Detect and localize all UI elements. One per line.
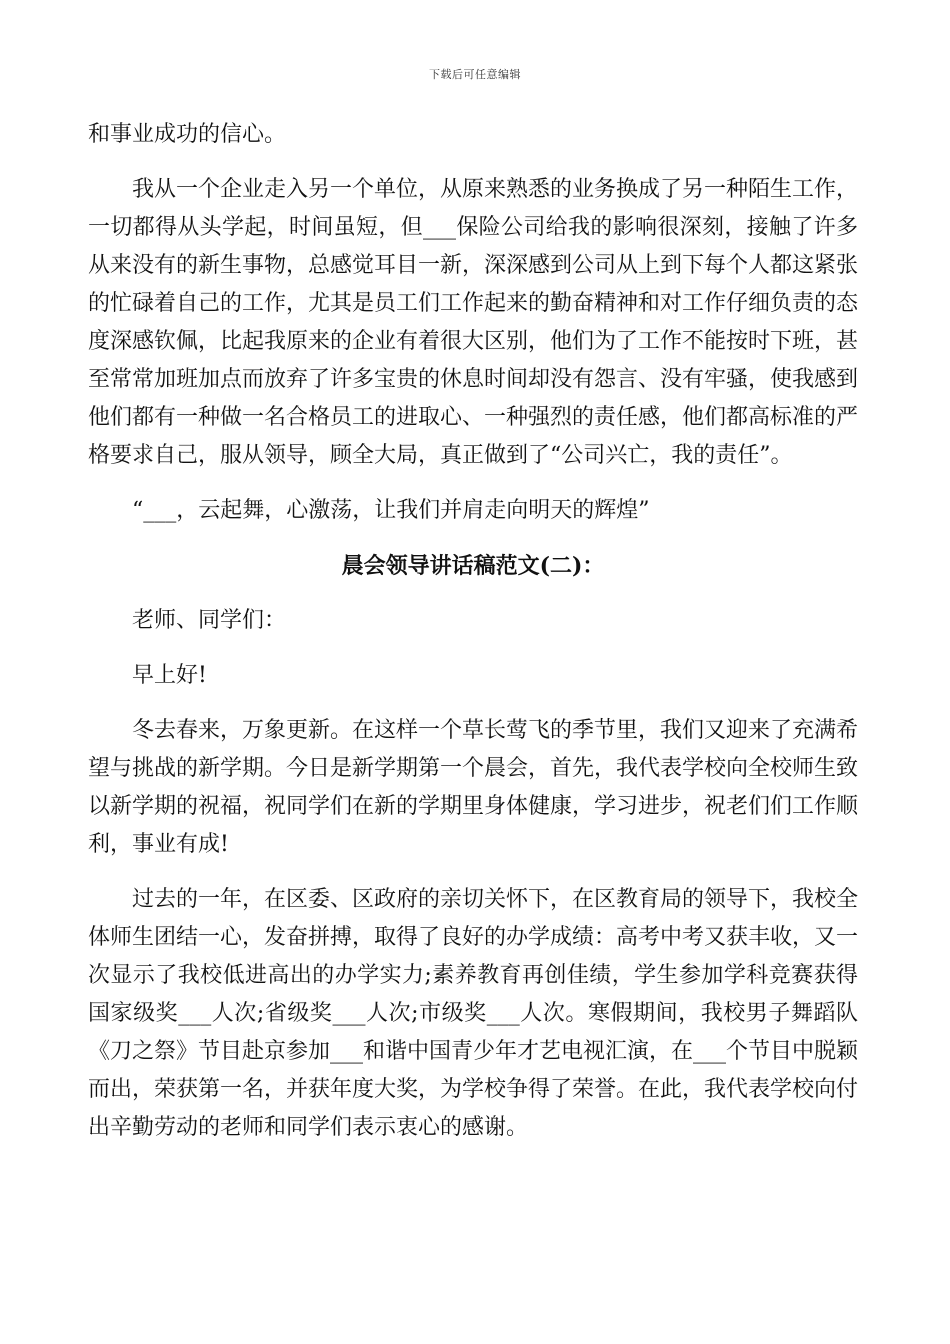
paragraph-greeting: 早上好!	[132, 663, 207, 688]
paragraph-new-semester: 冬去春来，万象更新。在这样一个草长莺飞的季节里，我们又迎来了充满希望与挑战的新学期。今日是新学期第一个晨会，首先，我代表学校向全校师生致以新学期的祝福，祝同学们在新的学期里身体健康，学习进步，祝老们们工作顺利，事业有成!	[88, 718, 859, 857]
document-body	[88, 116, 858, 1147]
paragraph-quote: “___，云起舞，心激荡，让我们并肩走向明天的辉煌”	[132, 498, 650, 523]
paragraph-continuation: 和事业成功的信心。	[88, 122, 287, 147]
page-header: 下载后可任意编辑	[429, 68, 521, 81]
paragraph-salutation: 老师、同学们：	[132, 608, 287, 633]
paragraph-achievements: 过去的一年，在区委、区政府的亲切关怀下，在区教育局的领导下，我校全体师生团结一心，发奋拼搏，取得了良好的办学成绩：高考中考又获丰收，又一次显示了我校低进高出的办学实力;素养教育再创佳绩，学生参加学科竞赛获得国家级奖___人次;省级奖___人次;市级奖___人次。寒假期间，我校男子舞蹈队《刀之祭》节目赴京参加___和谐中国青少年才艺电视汇演，在___个节目中脱颖而出，荣获第一名，并获年度大奖，为学校争得了荣誉。在此，我代表学校向付出辛勤劳动的老师和同学们表示衷心的感谢。	[88, 887, 859, 1140]
section-title: 晨会领导讲话稿范文(二)：	[341, 553, 605, 579]
paragraph-work-experience: 我从一个企业走入另一个单位，从原来熟悉的业务换成了另一种陌生工作，一切都得从头学起，时间虽短，但___保险公司给我的影响很深刻，接触了许多从来没有的新生事物，总感觉耳目一新，深深感到公司从上到下每个人都这紧张的忙碌着自己的工作，尤其是员工们工作起来的勤奋精神和对工作仔细负责的态度深感钦佩，比起我原来的企业有着很大区别，他们为了工作不能按时下班，甚至常常加班加点而放弃了许多宝贵的休息时间却没有怨言、没有牢骚，使我感到他们都有一种做一名合格员工的进取心、一种强烈的责任感，他们都高标准的严格要求自己，服从领导，顾全大局，真正做到了“公司兴亡，我的责任”。	[88, 177, 859, 468]
